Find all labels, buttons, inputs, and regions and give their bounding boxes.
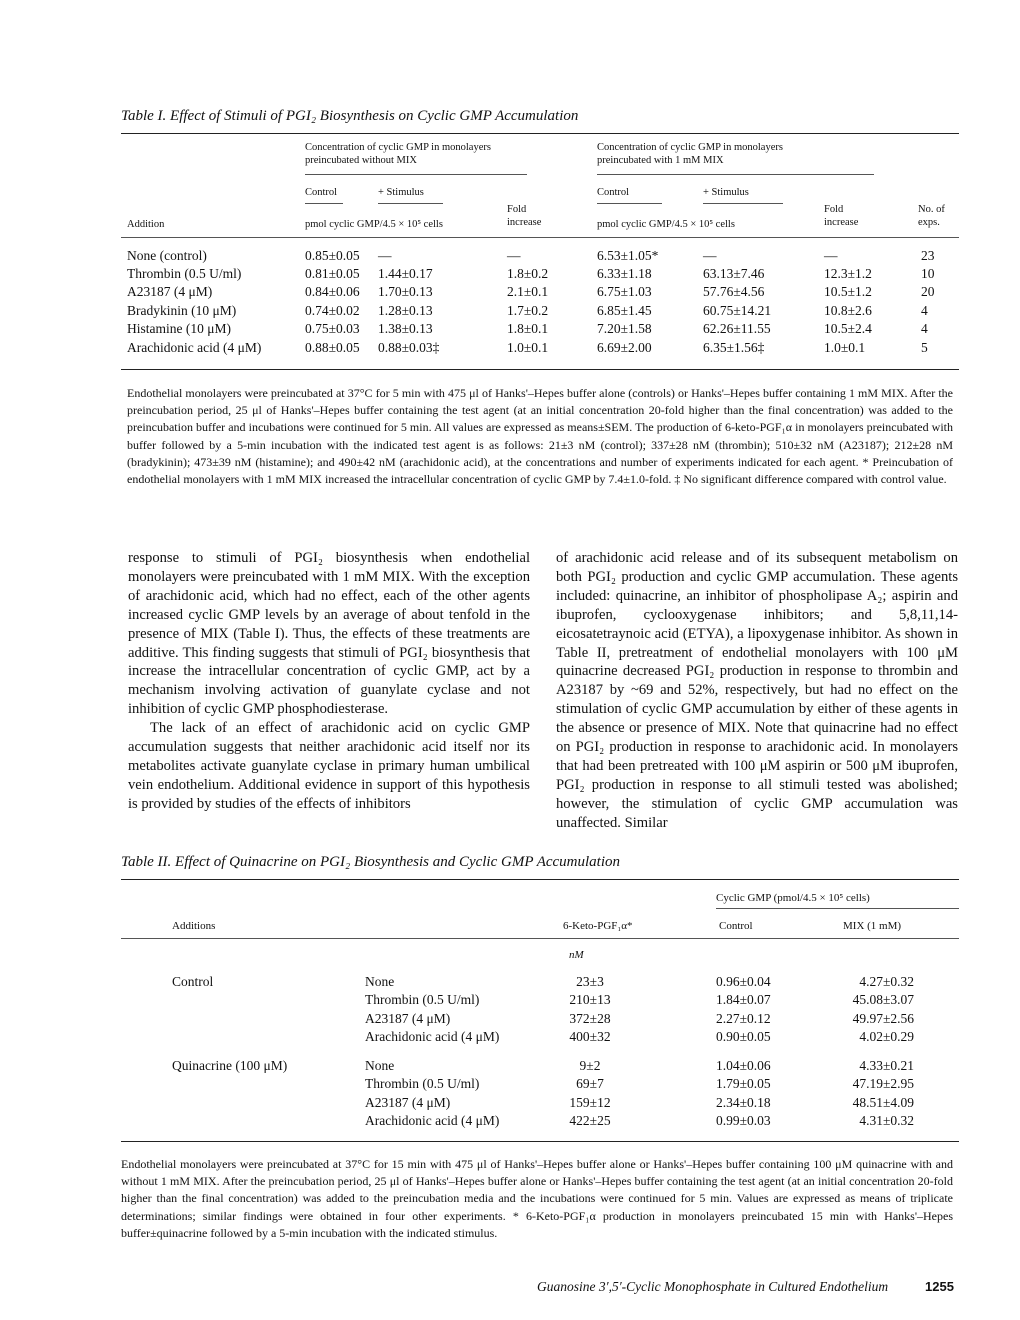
t1-addition: None (control) xyxy=(127,248,207,263)
table2-group-quinacrine: Quinacrine (100 μM) xyxy=(172,1058,288,1073)
table2-cgmp-rule xyxy=(716,908,959,909)
table2-control-header: Control xyxy=(719,920,753,932)
t1-c1: 0.88±0.05 xyxy=(305,340,360,355)
table1-footnote: Endothelial monolayers were preincubated at 37°C for 5 min with 475 μl of Hanks'–Hepes buffer alone (controls) or Hanks'–Hepes buffer containing 1 mM MIX. After the preincubation period, 25 μl of Hanks'–Hepes buffer containing the test agent (at an initial concentration 20-fold higher than the final concentration) was added to the preincubation buffer and incubations were continued for 5 min. All values are expressed as means±SEM. The production of 6-keto-PGF₁α in monolayers preincubated with buffer followed by a 5-min incubation with the indicated test agent is as follows: 21±3 nM (control); 337±28 nM (thrombin); 510±32 nM (A23187); 212±28 nM (bradykinin); 473±39 nM (histamine); and 490±42 nM (arachidonic acid), at the concentrations and number of experiments indicated for each agent. * Preincubation of endothelial monolayers with 1 mM MIX increased the intracellular concentration of cyclic GMP by 7.4±1.0-fold. ‡ No significant difference compared with control value. xyxy=(127,386,953,487)
table1-stimulus2-rule xyxy=(703,203,783,204)
t1-f1: 1.8±0.2 xyxy=(507,266,549,281)
t1-n: 4 xyxy=(921,303,928,318)
running-title: Guanosine 3′,5′-Cyclic Monophosphate in Cultured Endothelium xyxy=(537,1279,889,1294)
t1-addition: Histamine (10 μM) xyxy=(127,321,231,336)
left-paragraph-1: response to stimuli of PGI₂ biosynthesis when endothelial monolayers were preincubated with 1 mM MIX. With the exception of arachidonic acid, which had no effect, each of the other agents increased cyclic GMP levels by an average of about tenfold in the presence of MIX (Table I). Thus, the effects of these treatments are additive. This finding suggests that stimuli of PGI₂ biosynthesis that increase the intracellular concentration of cyclic GMP, act by a mechanism involving activation of guanylate cyclase and not inhibition of cyclic GMP phosphodiesterase. xyxy=(128,550,530,718)
t1-f2: 12.3±1.2 xyxy=(824,266,872,281)
table1-group1-title: Concentration of cyclic GMP in monolayers preincubated without MIX xyxy=(305,142,491,166)
page-number: 1255 xyxy=(925,1279,954,1294)
table2-cgmp-header: Cyclic GMP (pmol/4.5 × 10⁵ cells) xyxy=(716,892,870,904)
t2-keto: 372±28 xyxy=(569,1011,611,1026)
t1-c2: 6.53±1.05* xyxy=(597,248,659,263)
t1-addition: Thrombin (0.5 U/ml) xyxy=(127,266,242,281)
t2-agent: Thrombin (0.5 U/ml) xyxy=(365,1076,480,1091)
table1-control2-header: Control xyxy=(597,187,630,198)
t2-ctrl: 0.96±0.04 xyxy=(716,974,771,989)
table1-header-rule xyxy=(121,237,959,238)
left-paragraph-2: The lack of an effect of arachidonic acid on cyclic GMP accumulation suggests that neither arachidonic acid itself nor its metabolites activate guanylate cyclase in primary human umbilical vein endothelium. Additional evidence in support of this hypothesis is provided by studies of the effects of inhibitors xyxy=(128,720,530,812)
t1-s2: 6.35±1.56‡ xyxy=(703,340,765,355)
t1-f2: 10.8±2.6 xyxy=(824,303,872,318)
t2-ctrl: 0.90±0.05 xyxy=(716,1029,771,1044)
t2-ctrl: 1.84±0.07 xyxy=(716,992,771,1007)
t2-mix: 4.31±0.32 xyxy=(859,1113,914,1128)
right-paragraph-1: of arachidonic acid release and of its subsequent metabolism on both PGI₂ production and cyclic GMP accumulation. These agents included: quinacrine, an inhibitor of phospholipase A₂; aspirin and ibuprofen, cyclooxygenase inhibitors; and 5,8,11,14-eicosatetraynoic acid (ETYA), a lipoxygenase inhibitor. As shown in Table II, pretreatment of endothelial monolayers with 100 μM quinacrine decreased PGI₂ production in response to thrombin and A23187 by ~69 and 52%, respectively, but had no effect on the stimulation of cyclic GMP accumulation by either of these agents in the absence or presence of MIX. Note that quinacrine had no effect on PGI₂ production in response to arachidonic acid. In monolayers that had been pretreated with 100 μM aspirin or 500 μM ibuprofen, PGI₂ production in response to all stimuli tested was abolished; however, the stimulation of cyclic GMP accumulation was unaffected. Similar xyxy=(556,550,958,831)
table1-units2-header: pmol cyclic GMP/4.5 × 10⁵ cells xyxy=(597,219,735,230)
t2-agent: None xyxy=(365,1058,395,1073)
t1-s1: 1.70±0.13 xyxy=(378,284,433,299)
t2-agent: A23187 (4 μM) xyxy=(365,1095,451,1110)
t2-keto: 159±12 xyxy=(569,1095,611,1110)
t2-mix: 4.02±0.29 xyxy=(859,1029,914,1044)
t2-keto: 9±2 xyxy=(579,1058,601,1073)
t2-agent: Arachidonic acid (4 μM) xyxy=(365,1029,500,1044)
t1-f1: 1.0±0.1 xyxy=(507,340,549,355)
table1-caption: Table I. Effect of Stimuli of PGI₂ Biosynthesis on Cyclic GMP Accumulation xyxy=(121,108,579,124)
t1-s2: 62.26±11.55 xyxy=(703,321,771,336)
t1-c2: 6.85±1.45 xyxy=(597,303,652,318)
table1-stimulus1-rule xyxy=(378,203,443,204)
t2-mix: 45.08±3.07 xyxy=(852,992,914,1007)
t1-s2: 57.76±4.56 xyxy=(703,284,765,299)
table1-fold1-header: Fold increase xyxy=(507,204,542,228)
table1-group2-rule xyxy=(597,174,874,175)
table1-addition-header: Addition xyxy=(127,219,165,230)
t2-mix: 4.27±0.32 xyxy=(859,974,914,989)
t2-keto: 400±32 xyxy=(569,1029,611,1044)
table1-fold2-header: Fold increase xyxy=(824,204,859,228)
t1-c1: 0.84±0.06 xyxy=(305,284,360,299)
t2-agent: None xyxy=(365,974,395,989)
t1-c2: 6.75±1.03 xyxy=(597,284,652,299)
table2-top-rule xyxy=(121,879,959,880)
t1-s2: — xyxy=(703,248,717,263)
t2-ctrl: 1.79±0.05 xyxy=(716,1076,771,1091)
table1-control1-header: Control xyxy=(305,187,338,198)
t1-s2: 63.13±7.46 xyxy=(703,266,765,281)
table2-bottom-rule xyxy=(121,1141,959,1142)
t2-ctrl: 2.27±0.12 xyxy=(716,1011,771,1026)
t1-s1: 1.38±0.13 xyxy=(378,321,433,336)
t2-ctrl: 0.99±0.03 xyxy=(716,1113,771,1128)
table1-top-rule xyxy=(121,133,959,134)
t2-agent: Thrombin (0.5 U/ml) xyxy=(365,992,480,1007)
t2-mix: 48.51±4.09 xyxy=(852,1095,914,1110)
t2-agent: A23187 (4 μM) xyxy=(365,1011,451,1026)
table2-additions-header: Additions xyxy=(172,920,216,932)
t1-s1: — xyxy=(378,248,392,263)
t1-f1: 1.8±0.1 xyxy=(507,321,549,336)
table1-control2-rule xyxy=(597,203,662,204)
t1-n: 23 xyxy=(921,248,935,263)
table2-header-rule xyxy=(121,938,959,939)
table1-bottom-rule xyxy=(121,369,959,370)
t1-f1: 1.7±0.2 xyxy=(507,303,549,318)
right-column xyxy=(556,549,958,833)
t1-n: 20 xyxy=(921,284,935,299)
t2-ctrl: 2.34±0.18 xyxy=(716,1095,771,1110)
t2-mix: 4.33±0.21 xyxy=(859,1058,914,1073)
t1-n: 10 xyxy=(921,266,935,281)
t2-keto: 210±13 xyxy=(569,992,611,1007)
t1-f2: 10.5±1.2 xyxy=(824,284,872,299)
table2-caption: Table II. Effect of Quinacrine on PGI₂ Biosynthesis and Cyclic GMP Accumulation xyxy=(121,854,621,870)
t1-c2: 6.33±1.18 xyxy=(597,266,652,281)
t2-agent: Arachidonic acid (4 μM) xyxy=(365,1113,500,1128)
left-column xyxy=(128,549,530,814)
table1-group2-title: Concentration of cyclic GMP in monolayers preincubated with 1 mM MIX xyxy=(597,142,783,166)
t1-s1: 1.28±0.13 xyxy=(378,303,433,318)
t1-s2: 60.75±14.21 xyxy=(703,303,772,318)
t1-addition: Arachidonic acid (4 μM) xyxy=(127,340,262,355)
t1-addition: A23187 (4 μM) xyxy=(127,284,213,299)
t2-mix: 49.97±2.56 xyxy=(852,1011,914,1026)
t1-f2: — xyxy=(824,248,838,263)
t1-s1: 0.88±0.03‡ xyxy=(378,340,440,355)
table2-mix-header: MIX (1 mM) xyxy=(843,920,902,932)
table1-control1-rule xyxy=(305,203,343,204)
t1-c1: 0.75±0.03 xyxy=(305,321,360,336)
t1-n: 4 xyxy=(921,321,928,336)
t2-ctrl: 1.04±0.06 xyxy=(716,1058,771,1073)
t2-keto: 69±7 xyxy=(576,1076,604,1091)
table1-units1-header: pmol cyclic GMP/4.5 × 10⁵ cells xyxy=(305,219,443,230)
t1-f2: 10.5±2.4 xyxy=(824,321,872,336)
t1-f1: 2.1±0.1 xyxy=(507,284,549,299)
t1-n: 5 xyxy=(921,340,928,355)
t1-c2: 7.20±1.58 xyxy=(597,321,652,336)
t1-c1: 0.85±0.05 xyxy=(305,248,360,263)
t1-s1: 1.44±0.17 xyxy=(378,266,433,281)
table1-nexps-header: No. of exps. xyxy=(918,204,945,228)
table2-keto-header: 6-Keto-PGF₁α* xyxy=(563,920,633,932)
table1-stimulus1-header: + Stimulus xyxy=(378,187,424,198)
t2-keto: 23±3 xyxy=(576,974,604,989)
t1-c1: 0.81±0.05 xyxy=(305,266,360,281)
t1-c1: 0.74±0.02 xyxy=(305,303,360,318)
table1-stimulus2-header: + Stimulus xyxy=(703,187,749,198)
t2-keto: 422±25 xyxy=(569,1113,611,1128)
t1-f2: 1.0±0.1 xyxy=(824,340,866,355)
t1-f1: — xyxy=(507,248,521,263)
t1-c2: 6.69±2.00 xyxy=(597,340,652,355)
t1-addition: Bradykinin (10 μM) xyxy=(127,303,237,318)
t2-mix: 47.19±2.95 xyxy=(852,1076,914,1091)
table2-footnote: Endothelial monolayers were preincubated at 37°C for 15 min with 475 μl of Hanks'–Hepes buffer alone or Hanks'–Hepes buffer containing 100 μM quinacrine with and without 1 mM MIX. After the preincubation period, 25 μl of Hanks'–Hepes buffer alone or Hanks'–Hepes buffer containing the test agent (at an initial concentration 20-fold higher than the final concentration) was added to the preincubation media and the incubations were continued for 5 min. Values are expressed as means of triplicate determinations; similar findings were obtained in four other experiments. * 6-Keto-PGF₁α production in monolayers preincubated 15 min with Hanks'–Hepes buffer±quinacrine followed by a 5-min incubation with the indicated stimulus. xyxy=(121,1157,953,1240)
table2-group-control: Control xyxy=(172,974,214,989)
table2-unit-label: nM xyxy=(569,949,584,961)
table1-group1-rule xyxy=(305,174,527,175)
